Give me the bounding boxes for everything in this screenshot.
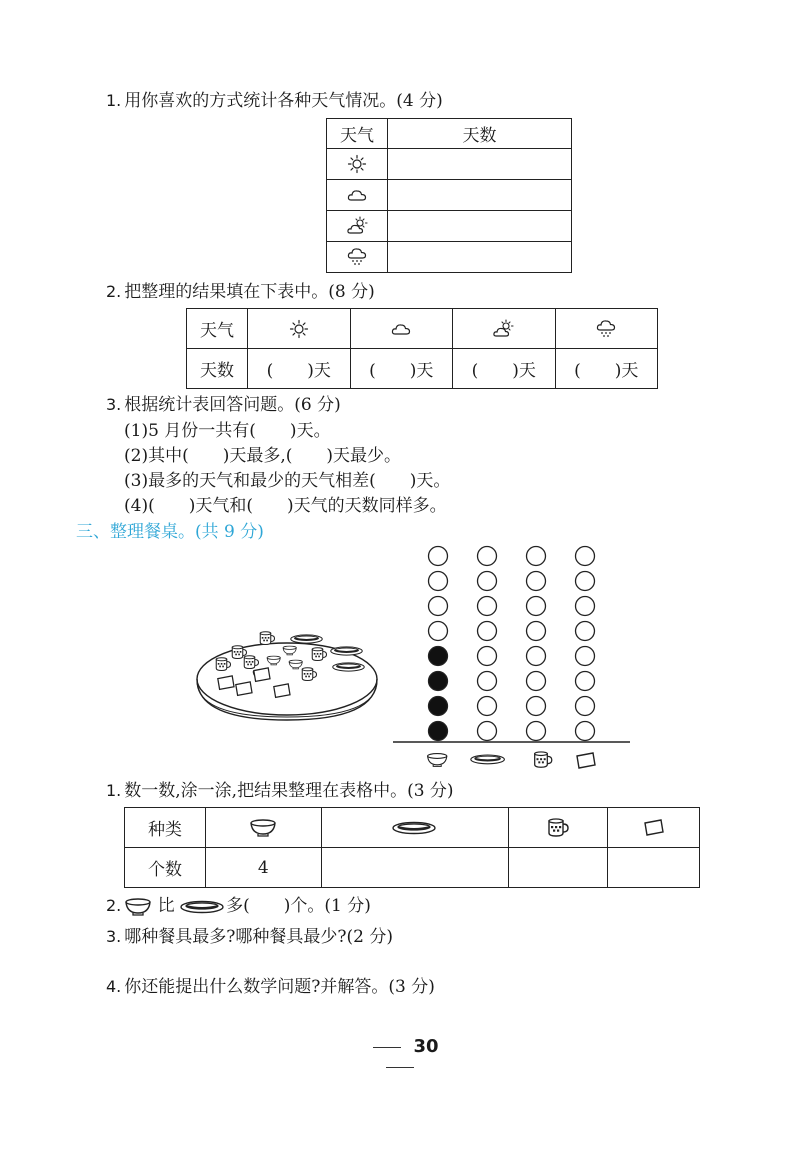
tally-table	[326, 118, 572, 273]
tally-row-rain	[327, 242, 388, 273]
tally-row-sunny	[327, 149, 388, 180]
q3-sub-1[interactable]: (1)5 月份一共有( )天。	[124, 421, 331, 441]
bowl-icon	[249, 818, 277, 838]
bowl-circle-5[interactable]	[429, 622, 448, 641]
napkin-circle-3[interactable]	[576, 672, 595, 691]
bowl-circle-1[interactable]	[429, 722, 448, 741]
plate-icon	[471, 755, 505, 764]
count-header-kind: 种类	[125, 808, 206, 848]
tally-cell-rain[interactable]	[388, 242, 572, 273]
count-col-cup	[508, 808, 608, 848]
tally-cell-sunny[interactable]	[388, 149, 572, 180]
tally-row-cloudy	[327, 180, 388, 211]
napkin-circle-4[interactable]	[576, 647, 595, 666]
napkin-circle-2[interactable]	[576, 697, 595, 716]
bowl-circle-4[interactable]	[429, 647, 448, 666]
cup-circle-4[interactable]	[527, 647, 546, 666]
napkin-circle-6[interactable]	[576, 597, 595, 616]
result-header-days: 天数	[187, 349, 248, 389]
result-cell-sunny[interactable]: ( )天	[248, 349, 351, 389]
sunny-icon	[289, 319, 309, 339]
count-cell-bowl[interactable]: 4	[206, 848, 322, 888]
count-cell-plate[interactable]	[321, 848, 508, 888]
napkin-circle-1[interactable]	[576, 722, 595, 741]
plate-icon	[180, 899, 226, 915]
result-cell-cloudy[interactable]: ( )天	[350, 349, 453, 389]
cup-circle-2[interactable]	[527, 697, 546, 716]
q3-sub-3[interactable]: (3)最多的天气和最少的天气相差( )天。	[124, 471, 451, 491]
tableware-circle-chart	[393, 545, 633, 775]
napkin-icon	[643, 819, 665, 837]
page-number-footer	[340, 1036, 460, 1076]
result-table	[186, 308, 658, 389]
partly-cloudy-icon	[493, 319, 514, 339]
result-col-cloudy	[350, 309, 453, 349]
cloudy-icon	[347, 185, 367, 205]
cup-circle-7[interactable]	[527, 572, 546, 591]
napkin-icon	[577, 753, 595, 768]
rain-icon	[596, 319, 616, 339]
cup-circle-8[interactable]	[527, 547, 546, 566]
count-col-bowl	[206, 808, 322, 848]
plate-circle-1[interactable]	[478, 722, 497, 741]
cup-circle-3[interactable]	[527, 672, 546, 691]
tableware-count-table	[124, 807, 700, 888]
napkin-circle-5[interactable]	[576, 622, 595, 641]
result-col-sunny	[248, 309, 351, 349]
divider	[386, 1067, 414, 1068]
cup-icon	[535, 752, 552, 767]
plate-circle-6[interactable]	[478, 597, 497, 616]
cloudy-icon	[391, 319, 411, 339]
result-col-rain	[555, 309, 658, 349]
s3-q1: 1. 数一数,涂一涂,把结果整理在表格中。(3 分)	[106, 781, 454, 801]
dining-table-illustration	[192, 625, 382, 721]
result-cell-partly-cloudy[interactable]: ( )天	[453, 349, 556, 389]
result-col-partly-cloudy	[453, 309, 556, 349]
napkin-circle-8[interactable]	[576, 547, 595, 566]
cup-icon	[546, 818, 570, 838]
count-cell-napkin[interactable]	[608, 848, 700, 888]
count-header-count: 个数	[125, 848, 206, 888]
bowl-icon	[428, 754, 447, 767]
cup-circle-6[interactable]	[527, 597, 546, 616]
q3-answer-questions: 3. 根据统计表回答问题。(6 分)	[106, 395, 341, 415]
tally-header-weather: 天气	[327, 119, 388, 149]
result-header-weather: 天气	[187, 309, 248, 349]
bowl-circle-2[interactable]	[429, 697, 448, 716]
count-col-napkin	[608, 808, 700, 848]
q3-sub-2[interactable]: (2)其中( )天最多,( )天最少。	[124, 446, 402, 466]
plate-circle-8[interactable]	[478, 547, 497, 566]
bowl-circle-6[interactable]	[429, 597, 448, 616]
cup-circle-5[interactable]	[527, 622, 546, 641]
bowl-circle-7[interactable]	[429, 572, 448, 591]
napkin-circle-7[interactable]	[576, 572, 595, 591]
rain-icon	[347, 247, 367, 267]
tally-cell-partly-cloudy[interactable]	[388, 211, 572, 242]
plate-circle-5[interactable]	[478, 622, 497, 641]
tally-cell-cloudy[interactable]	[388, 180, 572, 211]
bowl-circle-8[interactable]	[429, 547, 448, 566]
result-cell-rain[interactable]: ( )天	[555, 349, 658, 389]
count-cell-cup[interactable]	[508, 848, 608, 888]
q1-weather-tally: 1. 用你喜欢的方式统计各种天气情况。(4 分)	[106, 91, 443, 111]
bowl-circle-3[interactable]	[429, 672, 448, 691]
s3-q3: 3. 哪种餐具最多?哪种餐具最少?(2 分)	[106, 927, 393, 947]
section-3-title: 三、整理餐桌。(共 9 分)	[76, 522, 264, 542]
s3-q2: 2. 比 多( )个。(1 分)	[106, 896, 371, 916]
plate-icon	[392, 820, 438, 836]
tally-header-days: 天数	[388, 119, 572, 149]
divider	[373, 1047, 401, 1048]
plate-circle-7[interactable]	[478, 572, 497, 591]
count-col-plate	[321, 808, 508, 848]
plate-circle-3[interactable]	[478, 672, 497, 691]
cup-circle-1[interactable]	[527, 722, 546, 741]
page-number: 30	[413, 1036, 439, 1057]
sunny-icon	[347, 154, 367, 174]
plate-circle-4[interactable]	[478, 647, 497, 666]
bowl-icon	[124, 897, 152, 917]
tally-row-partly-cloudy	[327, 211, 388, 242]
partly-cloudy-icon	[347, 216, 368, 236]
plate-circle-2[interactable]	[478, 697, 497, 716]
q3-sub-4[interactable]: (4)( )天气和( )天气的天数同样多。	[124, 496, 447, 516]
s3-q4: 4. 你还能提出什么数学问题?并解答。(3 分)	[106, 977, 435, 997]
q2-fill-results: 2. 把整理的结果填在下表中。(8 分)	[106, 282, 375, 302]
